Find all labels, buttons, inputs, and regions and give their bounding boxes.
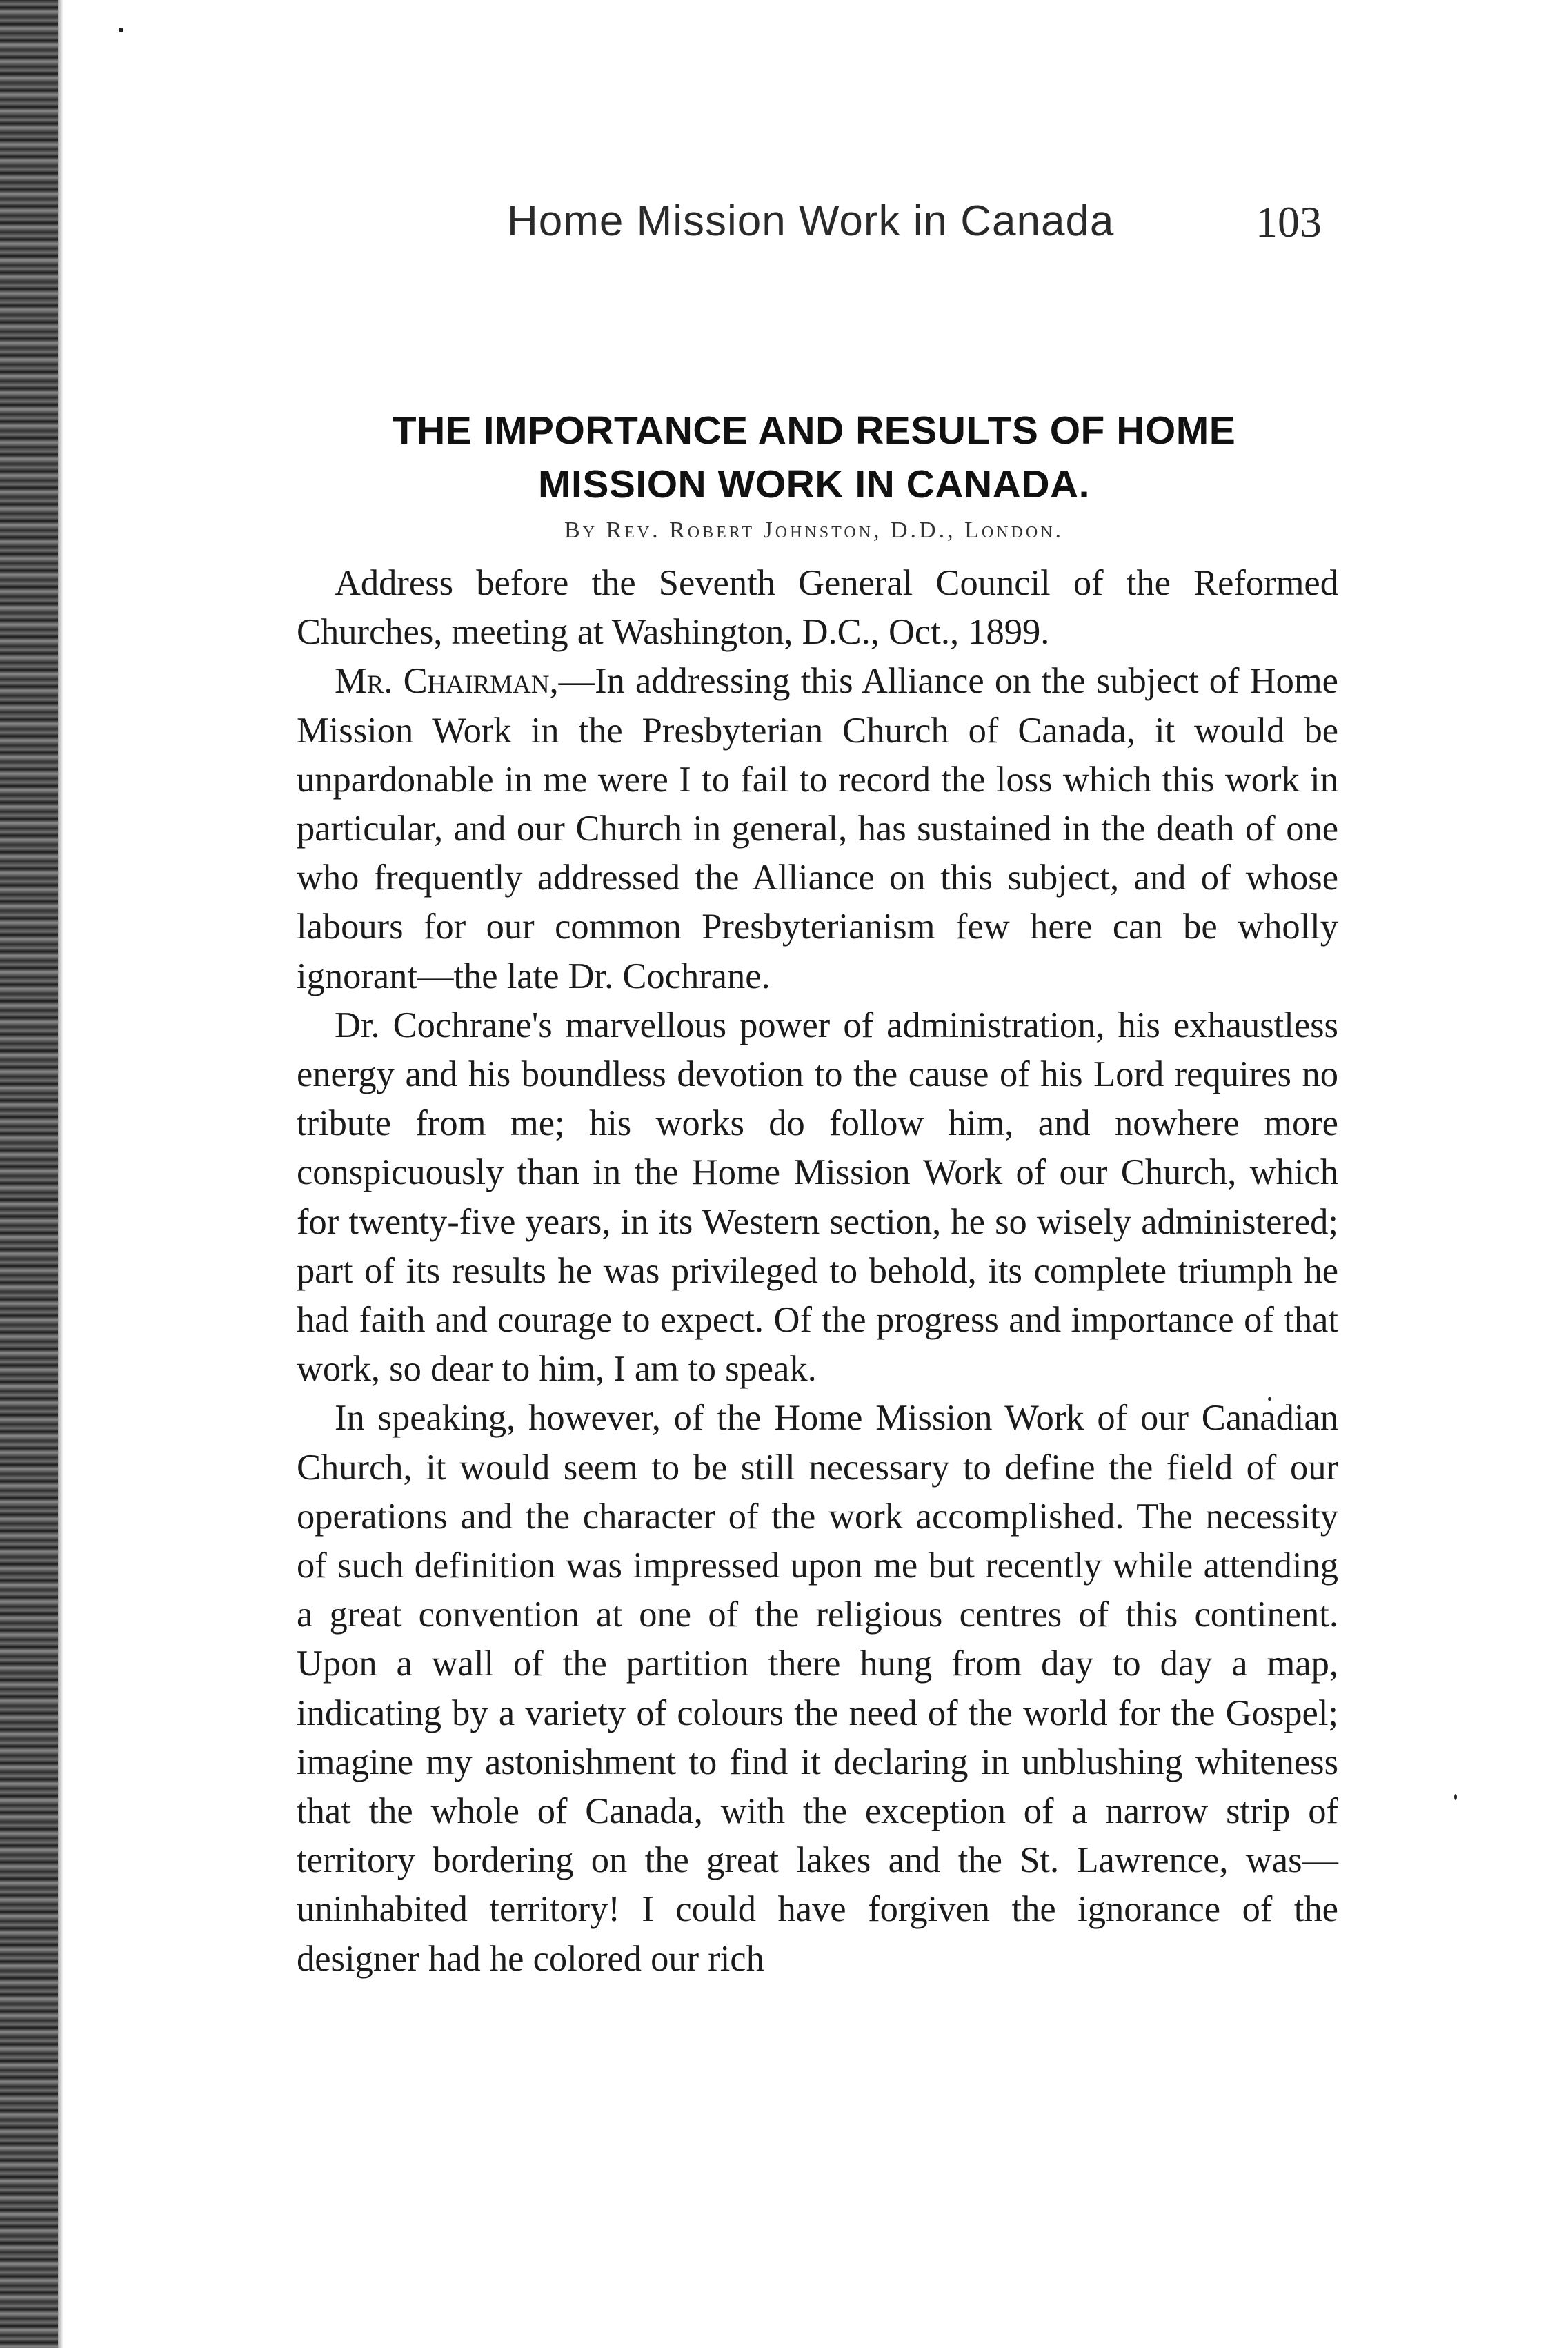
article-title-line: MISSION WORK IN CANADA. <box>538 462 1090 506</box>
paragraph-text: —In addressing this Alliance on the subject of Home Mission Work in the Presbyterian Church of Canada, it would be unpardonable in me were I to fail to record the loss which this work in particular, and our Church in general, has sustained in the death of one who frequently addressed the Alliance on this subject, and of whose labours for our common Presbyterianism few here can be wholly ignorant—the late Dr. Cochrane. <box>297 661 1338 996</box>
article-title <box>262 404 1366 511</box>
article-paragraph: In speaking, however, of the Home Mission Work of our Canadian Church, it would seem to be still necessary to define the field of our operations and the character of the work accomplished. The necessity of such definition was impressed upon me but recently while attending a great convention at one of the religious centres of this continent. Upon a wall of the partition there hung from day to day a map, indicating by a variety of colours the need of the world for the Gospel; imagine my astonishment to find it declaring in unblushing whiteness that the whole of Canada, with the exception of a narrow strip of territory bordering on the great lakes and the St. Lawrence, was—uninhabited territory! I could have forgiven the ignorance of the designer had he colored our rich <box>297 1398 1338 1979</box>
article-title-line: THE IMPORTANCE AND RESULTS OF HOME <box>392 408 1236 453</box>
ink-speck <box>1454 1794 1457 1800</box>
book-binding-edge <box>0 0 58 2348</box>
article-byline: By Rev. Robert Johnston, D.D., London. <box>564 517 1064 543</box>
page-number: 103 <box>1256 197 1322 246</box>
article-paragraph <box>297 657 1338 1000</box>
salutation: Mr. Chairman, <box>335 661 559 702</box>
running-head <box>262 197 1366 259</box>
article-paragraph: Dr. Cochrane's marvellous power of administration, his exhaustless energy and his boundless devotion to the cause of his Lord requires no tribute from me; his works do follow him, and nowhere more conspicuously than in the Home Mission Work of our Church, which for twenty-five years, in its Western section, he so wisely administered; part of its results he was privileged to behold, its complete triumph he had faith and courage to expect. Of the progress and importance of that work, so dear to him, I am to speak. <box>297 1005 1338 1390</box>
running-head-title: Home Mission Work in Canada <box>507 197 1115 245</box>
article-body <box>297 559 1338 1984</box>
ink-speck <box>119 28 123 32</box>
article-intro-paragraph: Address before the Seventh General Council of the Reformed Churches, meeting at Washington, D.C., Oct., 1899. <box>297 563 1338 653</box>
